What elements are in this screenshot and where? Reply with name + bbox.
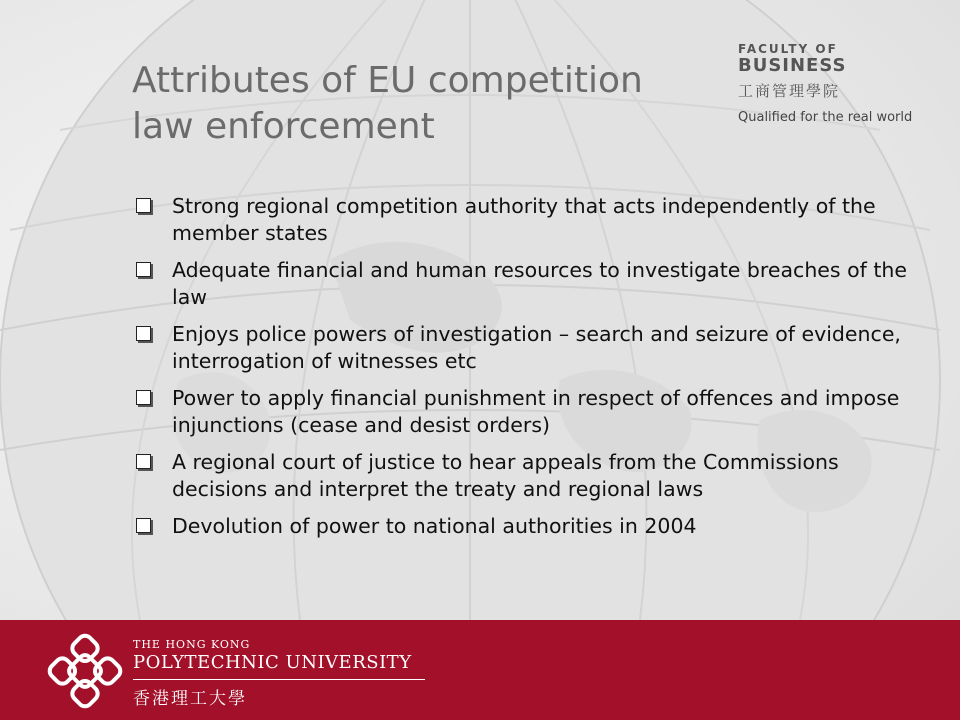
slide-title — [132, 58, 692, 150]
university-name: POLYTECHNIC UNIVERSITY — [133, 652, 412, 673]
university-name-divider — [133, 679, 425, 680]
hollow-square-bullet-icon — [136, 326, 151, 341]
faculty-logo-chinese: 工商管理學院 — [738, 82, 841, 100]
bullet-item — [134, 193, 934, 247]
bullet-item — [134, 257, 934, 311]
slide-title-line-1: Attributes of EU competition — [132, 60, 643, 101]
university-name-block — [133, 638, 433, 714]
bullet-list — [134, 193, 934, 550]
bullet-item — [134, 449, 934, 503]
university-name-small: THE HONG KONG — [133, 638, 251, 651]
bullet-text: Strong regional competition authority that acts independently of the member states — [172, 194, 876, 245]
hollow-square-bullet-icon — [136, 198, 151, 213]
bullet-text: A regional court of justice to hear appeals from the Commissions decisions and interpret the treaty and regional laws — [172, 450, 839, 501]
university-footer-bar — [0, 620, 960, 720]
hollow-square-bullet-icon — [136, 518, 151, 533]
bullet-text: Enjoys police powers of investigation – search and seizure of evidence, interrogation of witnesses etc — [172, 322, 901, 373]
bullet-item — [134, 385, 934, 439]
faculty-logo-line-1: FACULTY OF — [738, 42, 838, 56]
bullet-item — [134, 513, 934, 540]
faculty-logo-line-2: BUSINESS — [738, 55, 847, 76]
bullet-text: Power to apply financial punishment in respect of offences and impose injunctions (cease and desist orders) — [172, 386, 900, 437]
hollow-square-bullet-icon — [136, 454, 151, 469]
hollow-square-bullet-icon — [136, 262, 151, 277]
faculty-logo-tagline: Qualified for the real world — [738, 110, 913, 125]
bullet-text: Adequate financial and human resources to investigate breaches of the law — [172, 258, 908, 309]
polyu-knot-logo-icon — [44, 630, 126, 712]
faculty-of-business-logo — [738, 42, 928, 132]
hollow-square-bullet-icon — [136, 390, 151, 405]
bullet-item — [134, 321, 934, 375]
slide-title-line-2: law enforcement — [132, 106, 435, 147]
bullet-text: Devolution of power to national authorities in 2004 — [172, 514, 697, 538]
university-name-chinese: 香港理工大學 — [133, 689, 247, 709]
